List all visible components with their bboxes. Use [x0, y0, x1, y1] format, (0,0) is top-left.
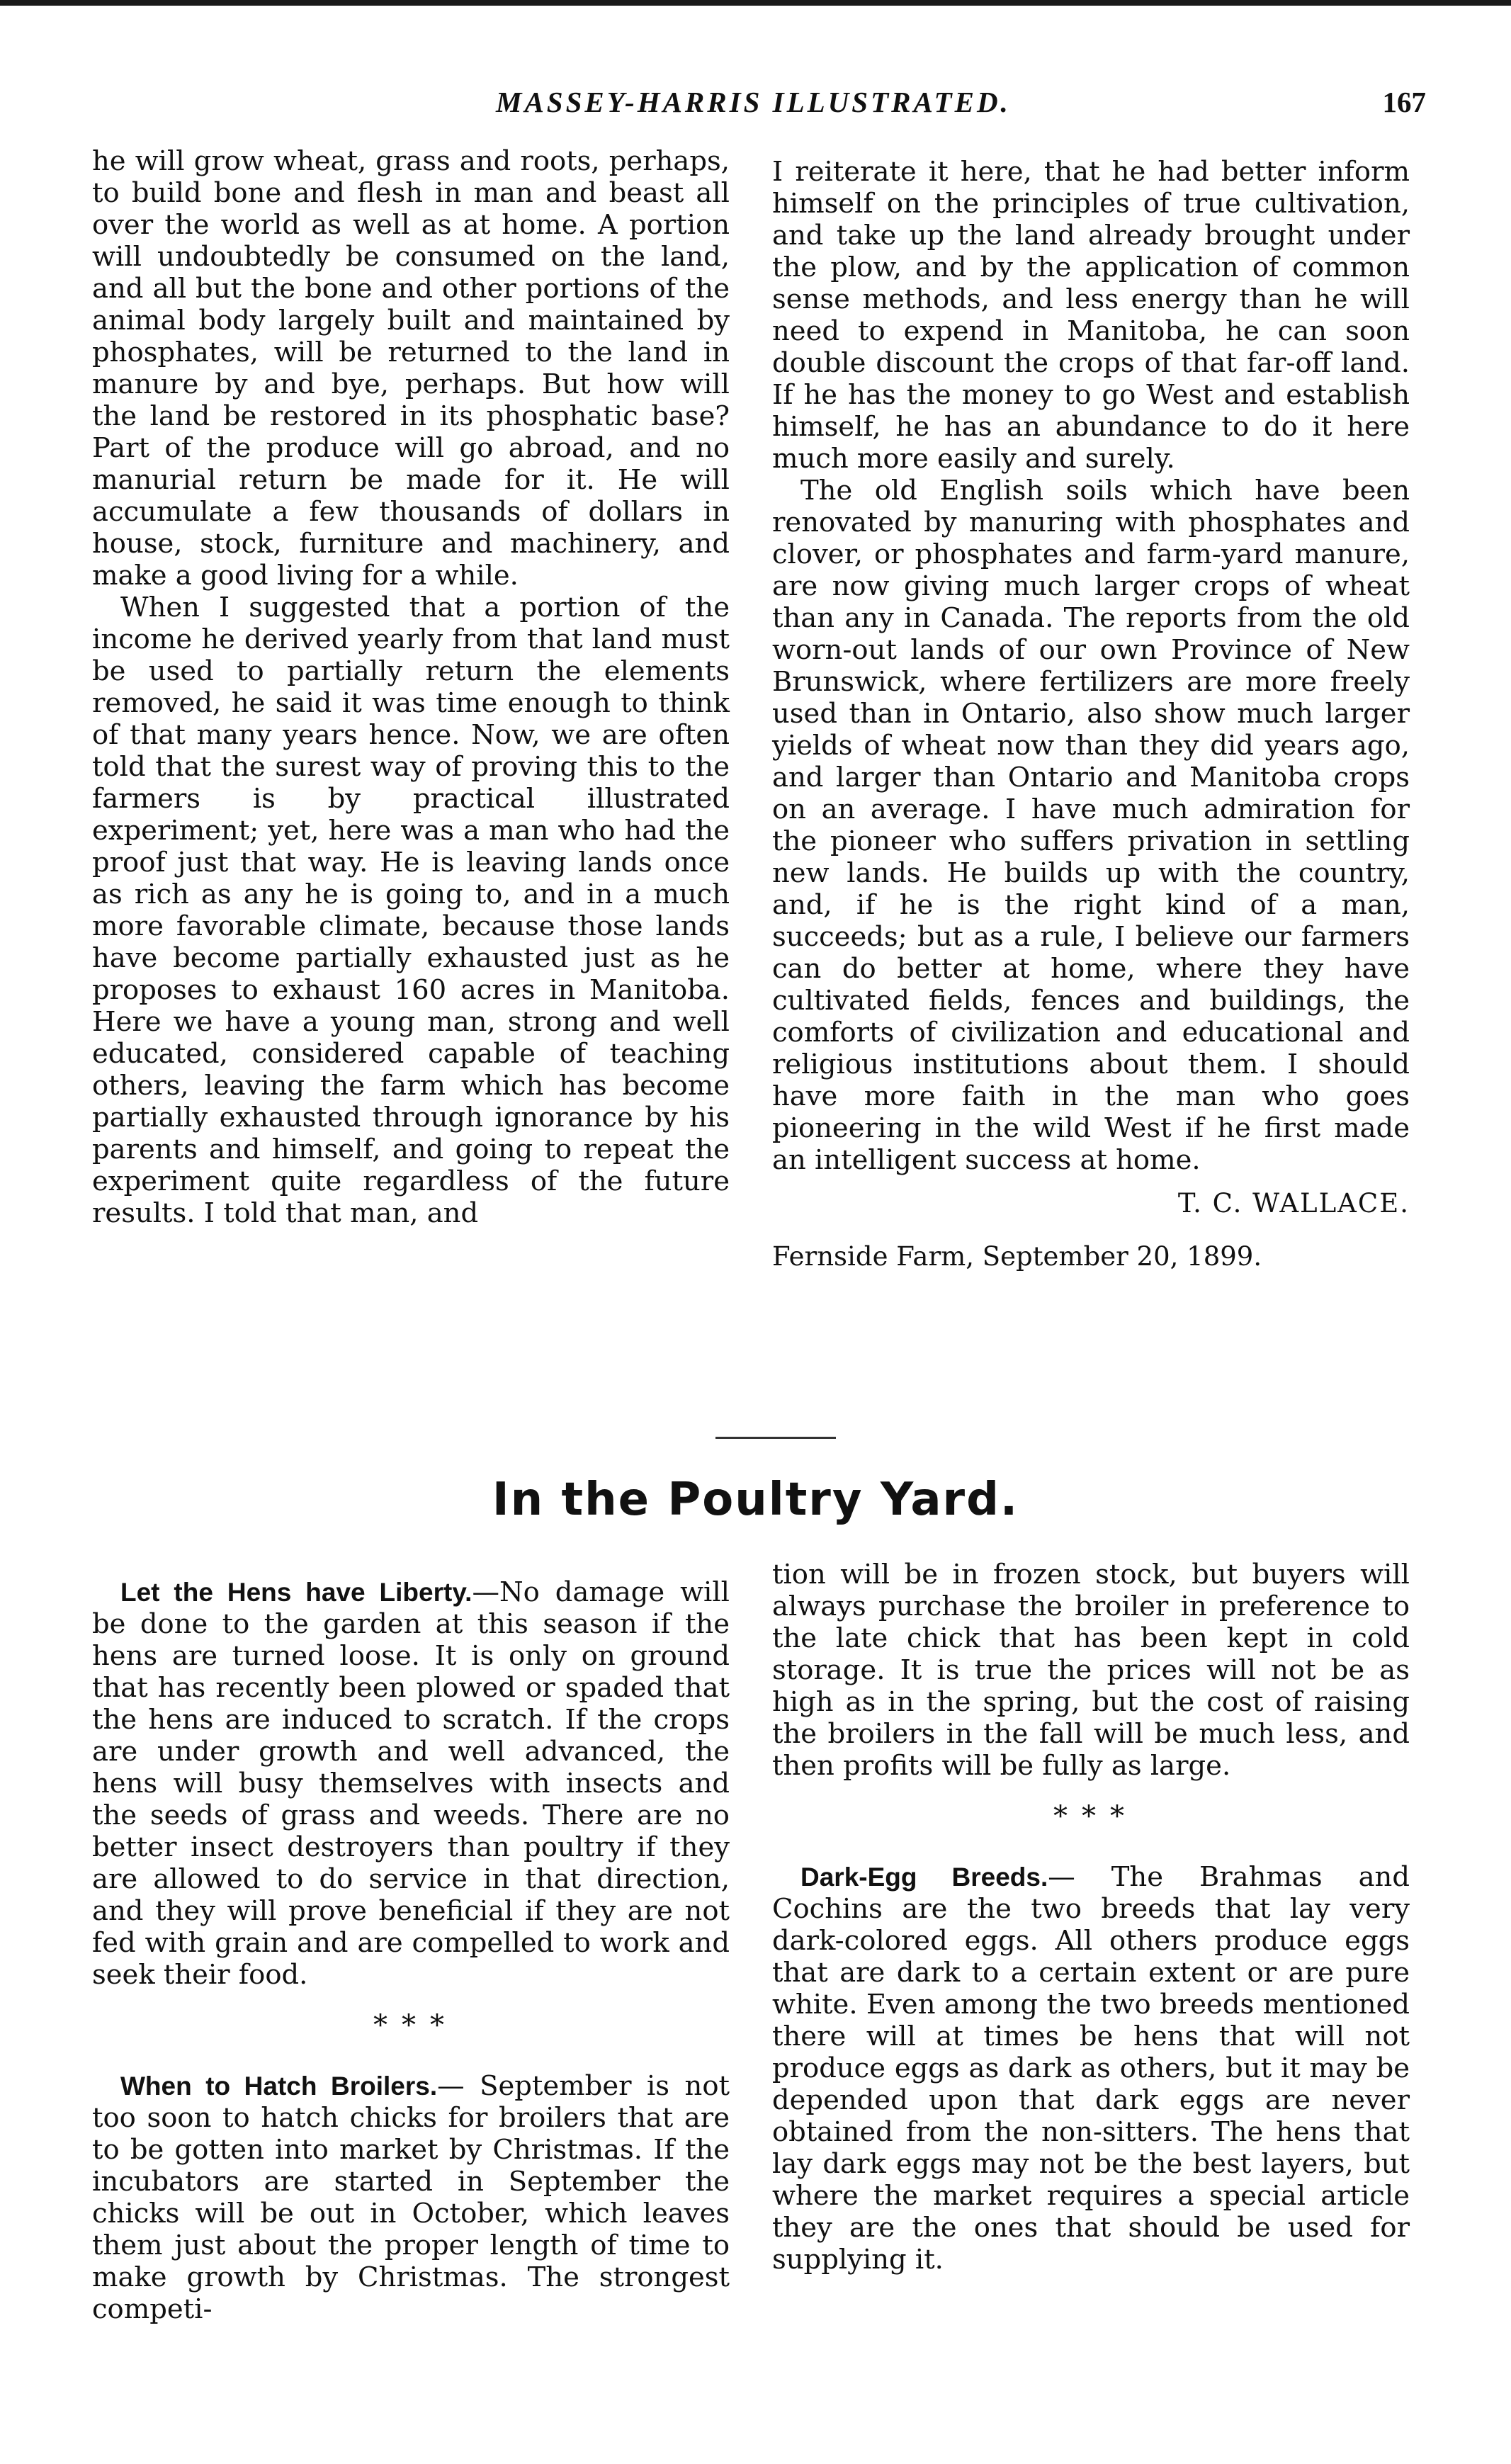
- author-signature: T. C. WALLACE.: [1177, 1188, 1410, 1219]
- item-body: — September is not too soon to hatch chicks for broilers that are to be gotten into market by Christmas. If the incubators are started in September the chicks will be out in October, which leaves them just about the proper length of time to make growth by Christmas. The strongest competi-: [92, 2070, 730, 2325]
- continued-text: tion will be in frozen stock, but buyers will always purchase the broiler in preference to the late chick that has been kept in cold storage. It is true the prices will not be as high as in the spring, but the cost of raising the broilers in the fall will be much less, and then profits will be fully as large.: [772, 1559, 1410, 1782]
- poultry-item: [772, 1861, 1410, 2276]
- top-border-rule: [0, 0, 1511, 6]
- poultry-item: [92, 2070, 730, 2325]
- article-column-left: [92, 145, 730, 1229]
- running-title: MASSEY-HARRIS ILLUSTRATED.: [496, 86, 1011, 118]
- article-paragraph: When I suggested that a portion of the income he derived yearly from that land must be used to partially return the elements removed, he said it was time enough to think of that many years hence. Now, we are often told that the surest way of proving this to the farmers is by practical illustrated experiment; yet, here was a man who had the proof just that way. He is leaving lands once as rich as any he is going to, and in a much more favorable climate, because those lands have become partially exhausted just as he proposes to exhaust 160 acres in Manitoba. Here we have a young man, strong and well educated, considered capable of teaching others, leaving the farm which has become partially exhausted through ignorance by his parents and himself, and going to repeat the experiment quite regardless of the future results. I told that man, and: [92, 592, 730, 1229]
- poultry-column-right: [772, 1559, 1410, 2276]
- article-paragraph: The old English soils which have been renovated by manuring with phosphates and clover, or phosphates and farm-yard manure, are now giving much larger crops of wheat than any in Canada. The reports from the old worn-out lands of our own Province of New Brunswick, where fertilizers are more freely used than in Ontario, also show much larger yields of wheat now than they did years ago, and larger than Ontario and Manitoba crops on an average. I have much admiration for the pioneer who suffers privation in settling new lands. He builds up with the country, and, if he is the right kind of a man, succeeds; but as a rule, I believe our farmers can do better at home, where they have cultivated fields, fences and buildings, the comforts of civilization and educational and religious institutions about them. I should have more faith in the man who goes pioneering in the wild West if he first made an intelligent success at home.: [772, 475, 1410, 1176]
- section-title: In the Poultry Yard.: [492, 1474, 1019, 1526]
- item-heading: Dark-Egg Breeds.: [800, 1863, 1048, 1892]
- item-body: —No damage will be done to the garden at this season if the hens are turned loose. It is only on ground that has recently been plowed or spaded that the hens are induced to scratch. If the crops are under growth and well advanced, the hens will busy themselves with insects and the seeds of grass and weeds. There are no better insect destroyers than poultry if they are allowed to do service in that direction, and they will prove beneficial if they are not fed with grain and are compelled to work and seek their food.: [92, 1576, 730, 1991]
- asterism-divider: * * *: [1053, 1800, 1128, 1833]
- poultry-item: [92, 1576, 730, 1991]
- item-heading: Let the Hens have Liberty.: [120, 1578, 472, 1607]
- article-paragraph: he will grow wheat, grass and roots, perhaps, to build bone and flesh in man and beast all over the world as well as at home. A portion will undoubtedly be consumed on the land, and all but the bone and other portions of the animal body largely built and maintained by phosphates, will be returned to the land in manure by and bye, perhaps. But how will the land be restored in its phosphatic base? Part of the produce will go abroad, and no manurial return be made for it. He will accumulate a few thousands of dollars in house, stock, furniture and machinery, and make a good living for a while.: [92, 145, 730, 592]
- item-body: — The Brahmas and Cochins are the two breeds that lay very dark-colored eggs. All others produce eggs that are dark to a certain extent or are pure white. Even among the two breeds mentioned there will at times be hens that will not produce eggs as dark as others, but it may be depended upon that dark eggs are never obtained from the non-sitters. The hens that lay dark eggs may not be the best layers, but where the market requires a special article they are the ones that should be used for supplying it.: [772, 1861, 1410, 2276]
- poultry-column-left: [92, 1576, 730, 2325]
- article-paragraph: I reiterate it here, that he had better inform himself on the principles of true cultivation, and take up the land already brought under the plow, and by the application of common sense methods, and less energy than he will need to expend in Manitoba, he can soon double discount the crops of that far-off land. If he has the money to go West and establish himself, he has an abundance to do it here much more easily and surely.: [772, 156, 1410, 475]
- page-header: [0, 85, 1511, 135]
- item-heading: When to Hatch Broilers.: [120, 2072, 438, 2101]
- article-column-right: [772, 156, 1410, 1272]
- asterism-divider: * * *: [373, 2009, 448, 2042]
- page-number: 167: [1382, 86, 1426, 118]
- dateline: Fernside Farm, September 20, 1899.: [772, 1241, 1262, 1272]
- section-divider: [715, 1437, 836, 1439]
